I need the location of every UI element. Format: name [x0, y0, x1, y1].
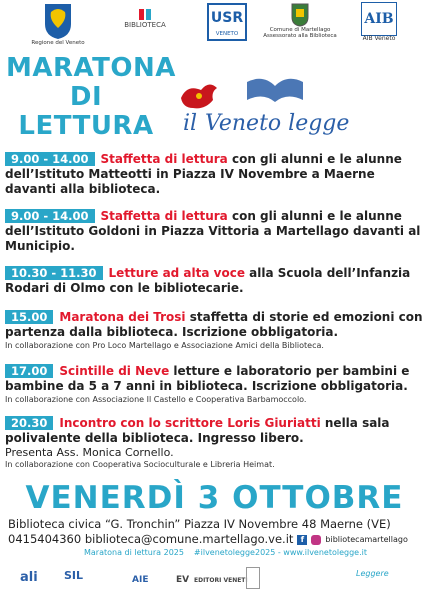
event-note: In collaborazione con Pro Loco Martellago e Associazione Amici della Biblioteca. [5, 341, 324, 350]
ev-logo: EV [176, 575, 190, 585]
ali-logo: ali [20, 570, 38, 585]
event-title: Staffetta di lettura [100, 209, 228, 223]
winged-lion-icon [181, 84, 217, 108]
usr-logo [207, 3, 247, 41]
title-line-3: LETTURA [18, 111, 154, 141]
event-5 [5, 364, 423, 405]
adei-logo [246, 567, 260, 589]
event-time: 15.00 [5, 310, 53, 324]
event-1 [5, 152, 423, 197]
facebook-icon[interactable]: f [297, 535, 307, 545]
editori-veneti-logo: EDITORI VENETI [194, 577, 248, 584]
event-time: 17.00 [5, 364, 53, 378]
event-description: staffetta di storie ed emozioni con partenza dalla biblioteca. Iscrizione obbligatoria. [5, 310, 423, 339]
address-block [8, 517, 423, 547]
title-line-1: MARATONA [6, 53, 176, 83]
event-title: Staffetta di lettura [100, 152, 228, 166]
regione-veneto-logo [30, 2, 86, 46]
veneto-legge-logo [175, 70, 425, 140]
sponsor-bar [0, 563, 429, 600]
regione-label: Regione del Veneto [31, 40, 85, 46]
address-line-2: 0415404360 biblioteca@comune.martellago.ve.it [8, 532, 294, 546]
event-presenter: Presenta Ass. Monica Cornello. [5, 446, 174, 459]
brand-veneto-legge: Veneto legge [205, 111, 350, 136]
footer-line [8, 547, 423, 558]
lion-shield-icon [43, 2, 73, 40]
event-title: Incontro con lo scrittore Loris Giuriatti [59, 416, 321, 430]
aie-logo: AIE [132, 575, 149, 585]
event-6 [5, 416, 423, 470]
event-title: Letture ad alta voce [108, 266, 245, 280]
social-handle[interactable]: bibliotecamartellago [325, 535, 408, 544]
event-date: VENERDÌ 3 OTTOBRE [25, 480, 404, 516]
open-book-icon [247, 79, 303, 102]
comune-logo [263, 3, 337, 39]
event-4 [5, 310, 423, 351]
event-3 [5, 266, 423, 296]
event-description: con gli alunni e le alunne dell’Istituto Matteotti in Piazza IV Novembre a Maerne davanti alla biblioteca. [5, 152, 402, 196]
page-title [6, 53, 176, 141]
event-time: 20.30 [5, 416, 53, 430]
usr-sub-label: VENETO [215, 31, 239, 37]
event-time: 9.00 - 14.00 [5, 209, 95, 223]
title-line-2: DI [69, 82, 103, 112]
biblioteca-logo [110, 6, 180, 28]
event-2 [5, 209, 423, 254]
logo-bar [0, 0, 429, 58]
leggere-logo: Leggere [356, 569, 389, 578]
comune-sub-label: Assessorato alla Biblioteca [263, 33, 337, 39]
usr-label: USR [210, 10, 244, 26]
event-note: In collaborazione con Cooperativa Socioculturale e Libreria Heimat. [5, 460, 275, 469]
event-title: Scintille di Neve [59, 364, 170, 378]
event-note: In collaborazione con Associazione Il Castello e Cooperativa Barbamoccolo. [5, 395, 307, 404]
book-icon [137, 6, 153, 22]
event-description: alla Scuola dell’Infanzia Rodari di Olmo con le bibliotecarie. [5, 266, 411, 295]
footer-event-name: Maratona di lettura 2025 [84, 548, 184, 557]
event-time: 10.30 - 11.30 [5, 266, 103, 280]
event-description: con gli alunni e le alunne dell’Istituto Goldoni in Piazza Vittoria a Martellago davanti al Municipio. [5, 209, 421, 253]
coat-of-arms-icon [291, 3, 309, 27]
event-description: nella sala polivalente della biblioteca. Ingresso libero. [5, 416, 390, 445]
footer-hashtag-link[interactable]: #ilvenetolegge2025 - www.ilvenetolegge.it [193, 548, 367, 557]
comune-label: Comune di Martellago [269, 27, 331, 33]
instagram-icon[interactable] [311, 535, 321, 545]
brand-il: il [183, 111, 198, 136]
sil-logo: SIL [64, 569, 84, 582]
event-time: 9.00 - 14.00 [5, 152, 95, 166]
address-line-1: Biblioteca civica “G. Tronchin” Piazza IV Novembre 48 Maerne (VE) [8, 517, 391, 531]
aib-label: AIB [364, 11, 394, 27]
aib-sub-label: AIB Veneto [362, 35, 396, 42]
aib-logo [357, 2, 401, 42]
event-title: Maratona dei Trosi [59, 310, 186, 324]
event-description: letture e laboratorio per bambini e bambine da 5 a 7 anni in biblioteca. Iscrizione obbligatoria. [5, 364, 410, 393]
biblioteca-label: BIBLIOTECA [124, 21, 166, 29]
veneto-legge-brand [175, 70, 425, 140]
